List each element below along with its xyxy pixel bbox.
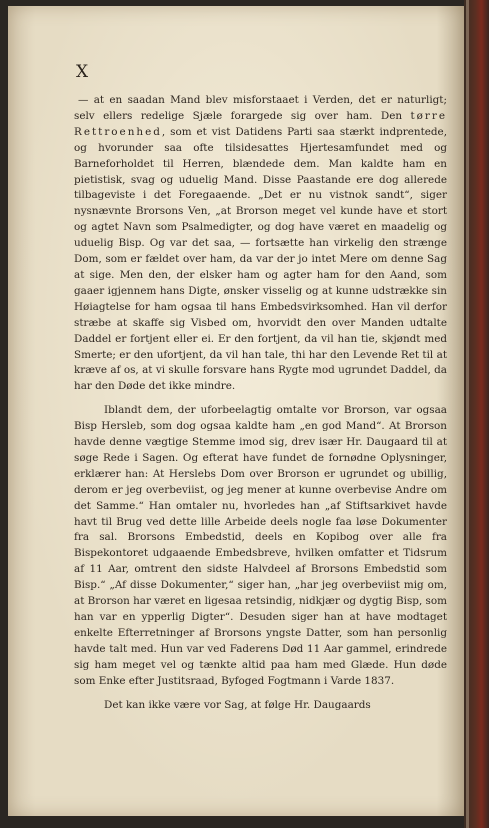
page-number: X (76, 62, 90, 82)
paragraph-3-text: Det kan ikke være vor Sag, at følge Hr. Daugaards (104, 698, 371, 711)
paragraph-1-emphasis: tørre Rettroenhed (74, 109, 447, 138)
adjacent-page-edge (464, 0, 489, 828)
paragraph-2 (74, 403, 447, 689)
paragraph-2-text: Iblandt dem, der uforbeelagtig omtalte vor Brorson, var ogsaa Bisp Hersleb, som dog ogsaa kaldte ham „en god Mand“. At Brorson havde denne vægtige Stemme imod sig, drev især Hr. Daugaard til at søge Rede i Sagen. Og efterat have fundet de fornødne Oplysninger, erklærer han: At Herslebs Dom over Brorson er ugrundet og ubillig, derom er jeg overbeviist, og jeg mener at kunne overbevise Andre om det Samme.“ Han omtaler nu, hvorledes han „af Stiftsarkivet havde havt til Brug ved dette lille Arbeide deels nogle faa løse Dokumenter fra sal. Brorsons Embedstid, deels en Kopibog over alle fra Bispekontoret udgaaende Embedsbreve, hvilken omfatter et Tidsrum af 11 Aar, omtrent den sidste Halvdeel af Brorsons Embedstid som Bisp.“ „Af disse Dokumenter,“ siger han, „har jeg overbeviist mig om, at Brorson har været en ligesaa retsindig, nidkjær og dygtig Bisp, som han var en ypperlig Digter“. Desuden siger han at have modtaget enkelte Efterretninger af Brorsons yngste Datter, som han personlig havde talt med. Hun var ved Faderens Død 11 Aar gammel, erindrede sig ham meget vel og tænkte altid paa ham med Glæde. Hun døde som Enke efter Justitsraad, Byfoged Fogtmann i Varde 1837. (74, 404, 448, 687)
page-body-text (74, 93, 447, 713)
paragraph-1 (74, 93, 447, 395)
paragraph-1-part-1: — at en saadan Mand blev misforstaaet i Verden, det er naturligt; selv ellers redelige Sjæle forargede sig over ham. Den (74, 94, 447, 122)
paragraph-3 (74, 698, 447, 714)
paragraph-1-part-3: , som et vist Datidens Parti saa stærkt indprentede, og hvorunder saa ofte tilsidesattes Hjertesamfundet med og Barneforholdet til Herren, blændede dem. Man kaldte ham en pietistisk, svag og uduelig Mand. Disse Paastande ere dog allerede tilbageviste i det Foregaaende. „Det er nu vistnok sandt“, siger nysnævnte Brorsons Ven, „at Brorson meget vel kunde have et stort og agtet Navn som Psalmedigter, og dog have været en maadelig og uduelig Bisp. Og var det saa, — fortsætte han virkelig den strænge Dom, som er fældet over ham, da var der jo intet Mere om denne Sag at sige. Men den, der elsker ham og agter ham for den Aand, som gaaer igjennem hans Digte, ønsker visselig og at kunne udstrække sin Høiagtelse for ham ogsaa til hans Embedsvirksomhed. Han vil derfor stræbe at skaffe sig Visbed om, hvorvidt den over Manden udtalte Daddel er fortjent eller ei. Er den fortjent, da vil han tie, skjøndt med Smerte; er den ufortjent, da vil han tale, thi har den Levende Ret til at kræve af os, at vi skulle forsvare hans Rygte mod ugrundet Daddel, da har den Døde det ikke mindre. (74, 125, 447, 393)
